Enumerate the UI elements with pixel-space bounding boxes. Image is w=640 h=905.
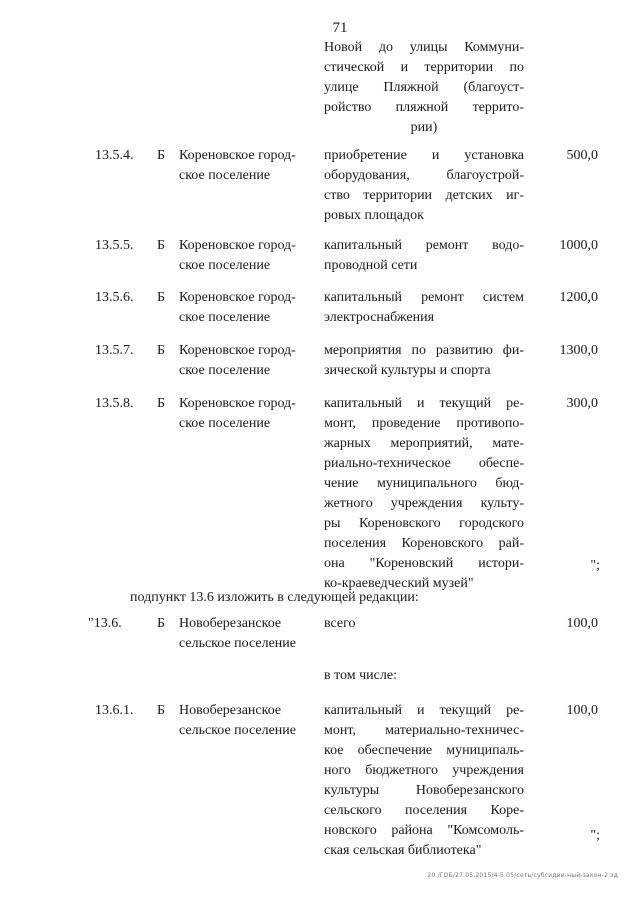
- row-category: Б: [157, 343, 166, 358]
- row-description: [324, 614, 524, 634]
- description-line: мероприятия по развитию фи-: [324, 343, 524, 358]
- municipality-line: ское поселение: [179, 258, 271, 273]
- description-line: ровых площадок: [324, 208, 424, 223]
- description-line: капитальный ремонт водо-: [324, 238, 524, 253]
- description-line: проводной сети: [324, 258, 418, 273]
- municipality-line: сельское поселение: [179, 723, 296, 738]
- description-line: капитальный и текущий ре-: [324, 703, 524, 718]
- row-amount: 100,0: [566, 616, 598, 631]
- row-number: 13.5.8.: [95, 396, 134, 411]
- municipality-line: Новоберезанское: [179, 616, 282, 631]
- row-category: Б: [157, 396, 166, 411]
- description-line: монт, проведение противопо-: [324, 416, 524, 431]
- municipality-line: ское поселение: [179, 416, 271, 431]
- description-line: жарных мероприятий, мате-: [324, 436, 524, 451]
- row-municipality: [179, 146, 309, 186]
- description-line: капитальный ремонт систем: [324, 290, 524, 305]
- row-municipality: [179, 288, 309, 328]
- row-number: 13.6.1.: [95, 703, 134, 718]
- row-municipality: [179, 701, 309, 741]
- row-description: [324, 701, 524, 861]
- row-amount: 1200,0: [559, 290, 598, 305]
- municipality-line: Кореновское город-: [179, 396, 296, 411]
- description-line: ры Кореновского городского: [324, 516, 524, 531]
- row-category: Б: [157, 238, 166, 253]
- row-description: [324, 146, 524, 226]
- row-number: 13.5.4.: [95, 148, 134, 163]
- row-municipality: [179, 614, 309, 654]
- municipality-line: ское поселение: [179, 363, 271, 378]
- row-category: Б: [157, 703, 166, 718]
- row-description: [324, 236, 524, 276]
- row-description: [324, 288, 524, 328]
- subpoint-instruction: подпункт 13.6 изложить в следующей редакции:: [130, 590, 419, 605]
- row-municipality: [179, 341, 309, 381]
- row-number: 13.5.5.: [95, 238, 134, 253]
- continuation-line: улице Пляжной (благоуст-: [324, 80, 524, 95]
- municipality-line: Кореновское город-: [179, 238, 296, 253]
- description-line: культуры Новоберезанского: [324, 783, 524, 798]
- description-line: чение муниципального бюд-: [324, 476, 524, 491]
- description-line: электроснабжения: [324, 310, 435, 325]
- closing-quote: ";: [590, 558, 600, 573]
- description-line: новского района "Комсомоль-: [324, 823, 524, 838]
- municipality-line: сельское поселение: [179, 636, 296, 651]
- description-line: кое обеспечение муниципаль-: [324, 743, 524, 758]
- continuation-text: [324, 38, 524, 138]
- page-number: 71: [332, 20, 348, 36]
- continuation-line: Новой до улицы Коммуни-: [324, 40, 524, 55]
- row-number: 13.5.7.: [95, 343, 134, 358]
- municipality-line: Кореновское город-: [179, 290, 296, 305]
- continuation-line: рии): [410, 120, 438, 135]
- row-description: [324, 394, 524, 594]
- row-amount: 300,0: [566, 396, 598, 411]
- description-line: монт, материально-техничес-: [324, 723, 524, 738]
- row-category: Б: [157, 290, 166, 305]
- row-category: Б: [157, 148, 166, 163]
- municipality-line: ское поселение: [179, 168, 271, 183]
- description-line: поселения Кореновского рай-: [324, 536, 524, 551]
- description-line: жетного учреждения культу-: [324, 496, 524, 511]
- municipality-line: ское поселение: [179, 310, 271, 325]
- description-line: ство территории детских иг-: [324, 188, 524, 203]
- row-amount: 1300,0: [559, 343, 598, 358]
- description-line: ская сельская библиотека": [324, 843, 482, 858]
- description-line: ного бюджетного учреждения: [324, 763, 524, 778]
- row-municipality: [179, 236, 309, 276]
- description-line: риально-техническое обеспе-: [324, 456, 524, 471]
- municipality-line: Кореновское город-: [179, 343, 296, 358]
- row-number: 13.5.6.: [95, 290, 134, 305]
- description-line: сельского поселения Коре-: [324, 803, 524, 818]
- description-line: она "Кореновский истори-: [324, 556, 524, 571]
- municipality-line: Кореновское город-: [179, 148, 296, 163]
- continuation-line: ройство пляжной террито-: [324, 100, 524, 115]
- row-description: [324, 341, 524, 381]
- description-line: капитальный и текущий ре-: [324, 396, 524, 411]
- closing-quote: ";: [590, 828, 600, 843]
- row-category: Б: [157, 616, 166, 631]
- row-municipality: [179, 394, 309, 434]
- description-line: приобретение и установка: [324, 148, 524, 163]
- including-label: в том числе:: [324, 668, 397, 683]
- row-amount: 100,0: [566, 703, 598, 718]
- row-amount: 1000,0: [559, 238, 598, 253]
- footer-file-path: 20 /ГОБ/27.05.2015/4-5 05/сеть/субсидии-ный-закон-2.зд: [427, 872, 618, 879]
- municipality-line: Новоберезанское: [179, 703, 282, 718]
- continuation-line: стической и территории по: [324, 60, 524, 75]
- row-number: "13.6.: [88, 616, 122, 631]
- row-amount: 500,0: [566, 148, 598, 163]
- description-line: оборудования, благоустрой-: [324, 168, 524, 183]
- description-line: ко-краеведческий музей": [324, 576, 474, 591]
- description-line: зической культуры и спорта: [324, 363, 491, 378]
- description-line: всего: [324, 616, 356, 631]
